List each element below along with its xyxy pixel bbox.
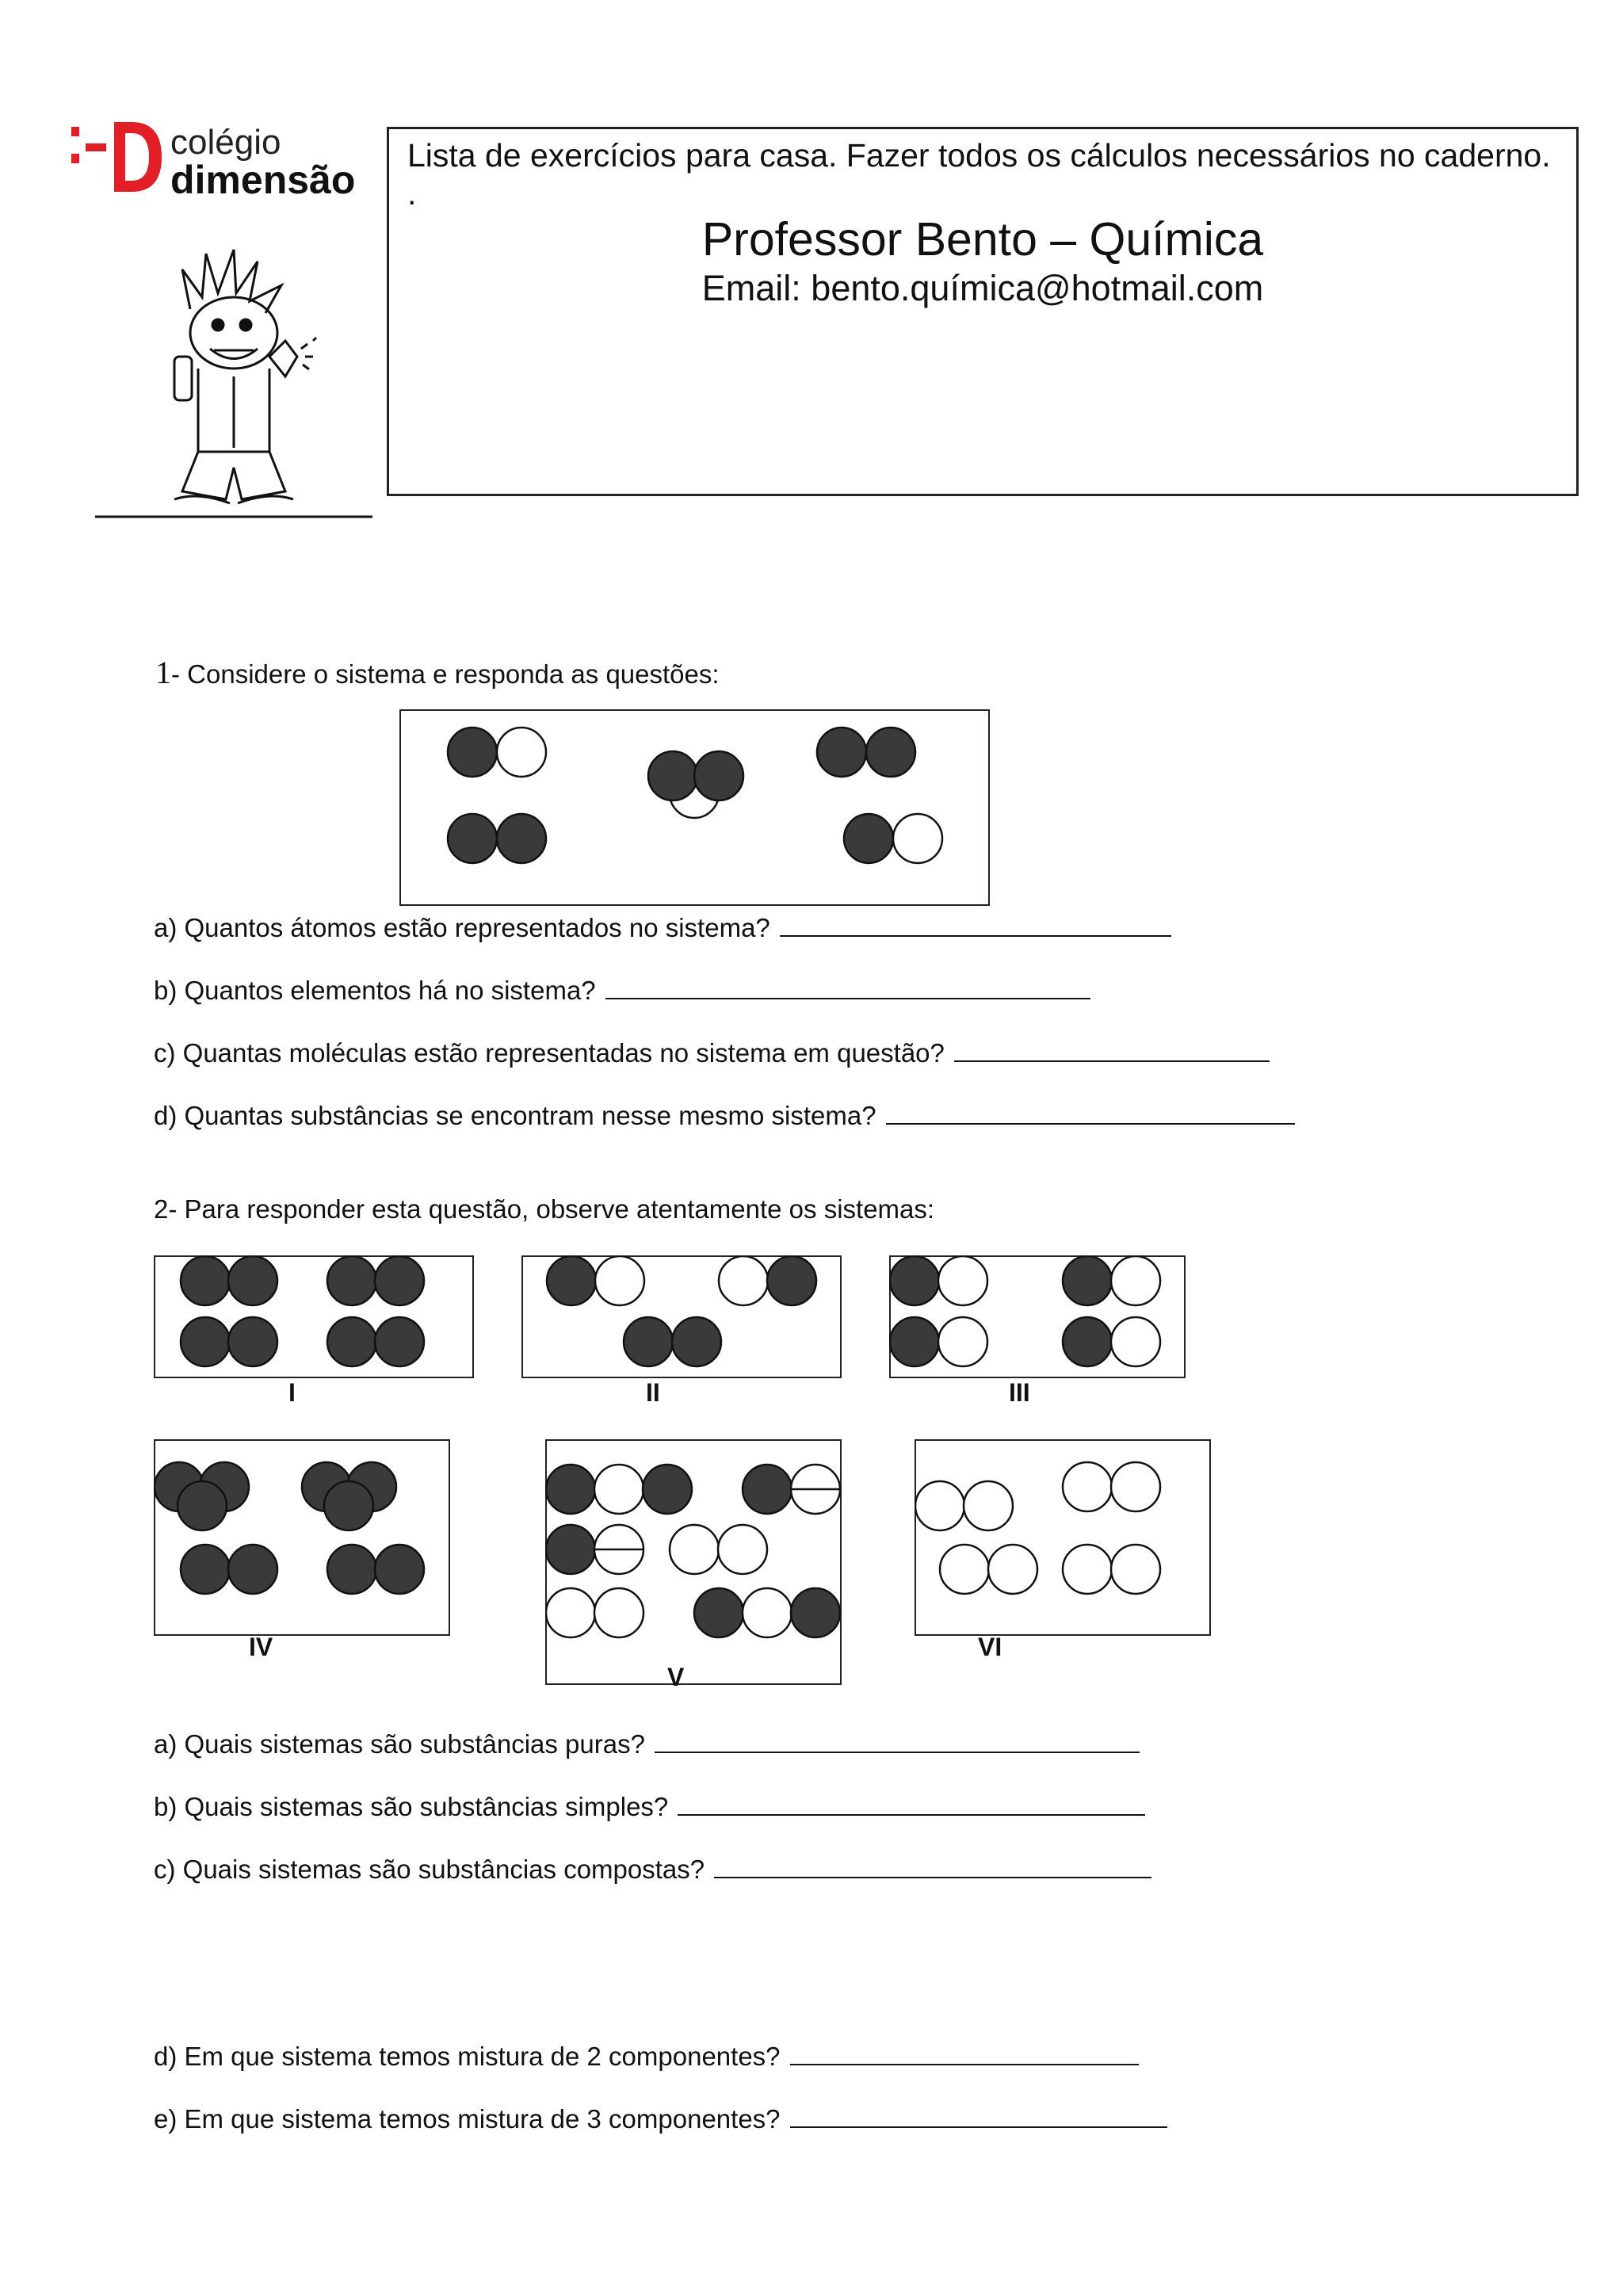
logo-line-1: colégio [170,123,281,162]
system-label-IV: IV [249,1633,273,1661]
atom-dark [694,751,743,800]
atom-dark [181,1545,230,1594]
atom-dark [327,1256,376,1305]
atom-dark [497,814,546,863]
q2-item-c-text: c) Quais sistemas são substâncias compostas? [154,1855,705,1884]
atom-light [1063,1462,1112,1511]
atom-light [964,1481,1013,1530]
answer-line[interactable] [790,2040,1139,2065]
atom-dark [375,1256,424,1305]
atom-dark [672,1317,721,1366]
atom-dark [624,1317,673,1366]
answer-line[interactable] [954,1037,1270,1062]
atom-dark [327,1545,376,1594]
atom-dark [648,751,697,800]
atom-dark [1063,1317,1112,1366]
answer-line[interactable] [655,1728,1140,1753]
atom-dark [791,1588,840,1637]
atom-dark [228,1256,277,1305]
q2-prompt: 2- Para responder esta questão, observe atentamente os sistemas: [154,1194,935,1224]
school-logo-mark [68,117,163,197]
atom-dark [324,1481,373,1530]
atom-light [1111,1256,1160,1305]
atom-dark [327,1317,376,1366]
q2-item-e-text: e) Em que sistema temos mistura de 3 componentes? [154,2104,781,2134]
answer-line[interactable] [714,1853,1151,1878]
header-title: Professor Bento – Química [701,213,1264,266]
atom-dark [546,1465,595,1514]
atom-light [893,814,942,863]
atom-dark [866,728,915,777]
atom-light [595,1256,644,1305]
system-III-molecules [889,1255,1186,1378]
atom-dark [890,1256,939,1305]
atom-dark [375,1545,424,1594]
system-V-molecules [545,1439,842,1685]
q1-item-d [154,1099,1295,1131]
system-label-III: III [1009,1378,1030,1407]
atom-light [1111,1545,1160,1594]
atom-light [940,1545,989,1594]
q2-item-b-text: b) Quais sistemas são substâncias simples? [154,1792,669,1821]
atom-dark [228,1317,277,1366]
system-VI-molecules [915,1439,1211,1636]
q1-item-a-text: a) Quantos átomos estão representados no sistema? [154,913,770,942]
atom-dark [694,1588,743,1637]
system-label-I: I [288,1378,296,1407]
atom-light [938,1317,987,1366]
atom-dark [546,1525,595,1574]
logo-line-2: dimensão [170,158,356,202]
answer-line[interactable] [605,974,1090,999]
answer-line[interactable] [790,2103,1167,2128]
atom-dark [643,1465,692,1514]
atom-light [915,1481,964,1530]
q1-item-b-text: b) Quantos elementos há no sistema? [154,976,596,1005]
q1-prompt-text: - Considere o sistema e responda as questões: [171,659,720,689]
atom-light [497,728,546,777]
q2-item-d [154,2040,1139,2072]
atom-dark [817,728,866,777]
q1-prompt [155,654,720,691]
q1-system-molecules [399,709,990,906]
atom-dark [844,814,893,863]
atom-light [546,1588,595,1637]
atom-light [938,1256,987,1305]
atom-dark [743,1465,792,1514]
atom-light [1111,1462,1160,1511]
q2-item-c [154,1853,1151,1885]
atom-light [719,1256,768,1305]
q1-item-c [154,1037,1270,1068]
system-label-V: V [667,1663,685,1691]
atom-light [743,1588,792,1637]
system-label-II: II [646,1378,660,1407]
atom-dark [181,1256,230,1305]
atom-dark [448,728,497,777]
system-label-VI: VI [978,1633,1002,1661]
atom-dark [890,1317,939,1366]
atom-light [594,1465,643,1514]
scientist-cartoon-illustration [95,238,380,523]
atom-light [1111,1317,1160,1366]
atom-dark [547,1256,596,1305]
header-email: Email: bento.química@hotmail.com [701,268,1264,308]
q2-item-d-text: d) Em que sistema temos mistura de 2 componentes? [154,2042,781,2071]
q2-item-a [154,1728,1140,1759]
atom-dark [178,1481,227,1530]
atom-light [718,1525,767,1574]
system-IV-molecules [154,1439,450,1636]
q2-item-e [154,2103,1167,2134]
atom-light [1063,1545,1112,1594]
atom-dark [375,1317,424,1366]
school-logo-text [170,125,355,200]
atom-dark [228,1545,277,1594]
atom-light [988,1545,1037,1594]
atom-dark [767,1256,816,1305]
q1-item-d-text: d) Quantas substâncias se encontram nesse mesmo sistema? [154,1101,876,1130]
system-II-molecules [521,1255,842,1378]
atom-dark [181,1317,230,1366]
answer-line[interactable] [678,1790,1145,1816]
answer-line[interactable] [886,1099,1295,1125]
q1-item-a [154,911,1171,943]
atom-dark [1063,1256,1112,1305]
q1-item-b [154,974,1090,1006]
system-I-molecules [154,1255,474,1378]
atom-light [670,1525,719,1574]
header-instructions: Lista de exercícios para casa. Fazer todos os cálculos necessários no caderno. . [407,137,1551,212]
q1-number: 1 [155,655,171,690]
q1-item-c-text: c) Quantas moléculas estão representadas no sistema em questão? [154,1038,945,1068]
atom-light [594,1588,643,1637]
atom-dark [448,814,497,863]
q2-item-b [154,1790,1145,1822]
answer-line[interactable] [780,911,1171,937]
q2-item-a-text: a) Quais sistemas são substâncias puras? [154,1729,645,1759]
